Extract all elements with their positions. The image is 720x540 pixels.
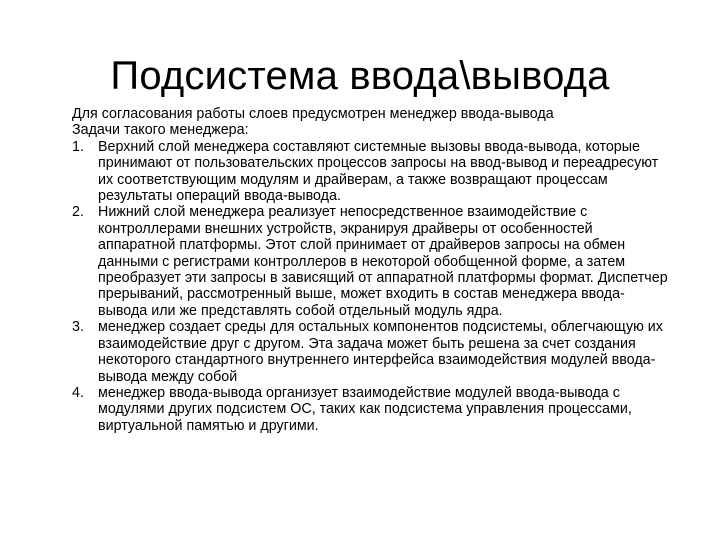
list-item-text: Нижний слой менеджера реализует непосредственное взаимодействие с контроллерами внешних устройств, экранируя драйверы от особенностей аппаратной платформы. Этот слой принимает от драйверов запросы на обмен данными с регистрами контроллеров в некоторой обобщенной форме, а затем преобразует эти запросы в зависящий от аппаратной платформы формат. Диспетчер прерываний, рассмотренный выше, может входить в состав менеджера ввода-вывода или же представлять собой отдельный модуль ядра. <box>98 204 668 319</box>
intro-line: Для согласования работы слоев предусмотрен менеджер ввода-вывода <box>72 106 554 122</box>
list-item-number: 1. <box>72 138 84 155</box>
list-item-text: менеджер ввода-вывода организует взаимодействие модулей ввода-вывода с модулями других подсистем ОС, таких как подсистема управления процессами, виртуальной памятью и другими. <box>98 384 632 434</box>
list-item-text: Верхний слой менеджера составляют системные вызовы ввода-вывода, которые принимают от пользовательских процессов запросы на ввод-вывод и переадресуют их соответствующим модулям и драйверам, а также возвращают процессам результаты операций ввода-вывода. <box>98 138 659 205</box>
list-item <box>72 204 672 319</box>
tasks-list <box>72 139 672 434</box>
slide-title: Подсистема ввода\вывода <box>110 54 610 98</box>
list-item <box>72 319 672 385</box>
list-item-number: 3. <box>72 319 84 336</box>
slide-body <box>72 106 672 434</box>
list-item-number: 2. <box>72 204 84 221</box>
list-item <box>72 139 672 205</box>
list-item-text: менеджер создает среды для остальных компонентов подсистемы, облегчающую их взаимодействие друг с другом. Эта задача может быть решена за счет создания некоторого стандартного внутреннего интерфейса взаимодействия модулей ввода-вывода между собой <box>98 319 663 385</box>
tasks-heading: Задачи такого менеджера: <box>72 122 249 139</box>
list-item <box>72 385 672 434</box>
list-item-number: 4. <box>72 384 84 401</box>
